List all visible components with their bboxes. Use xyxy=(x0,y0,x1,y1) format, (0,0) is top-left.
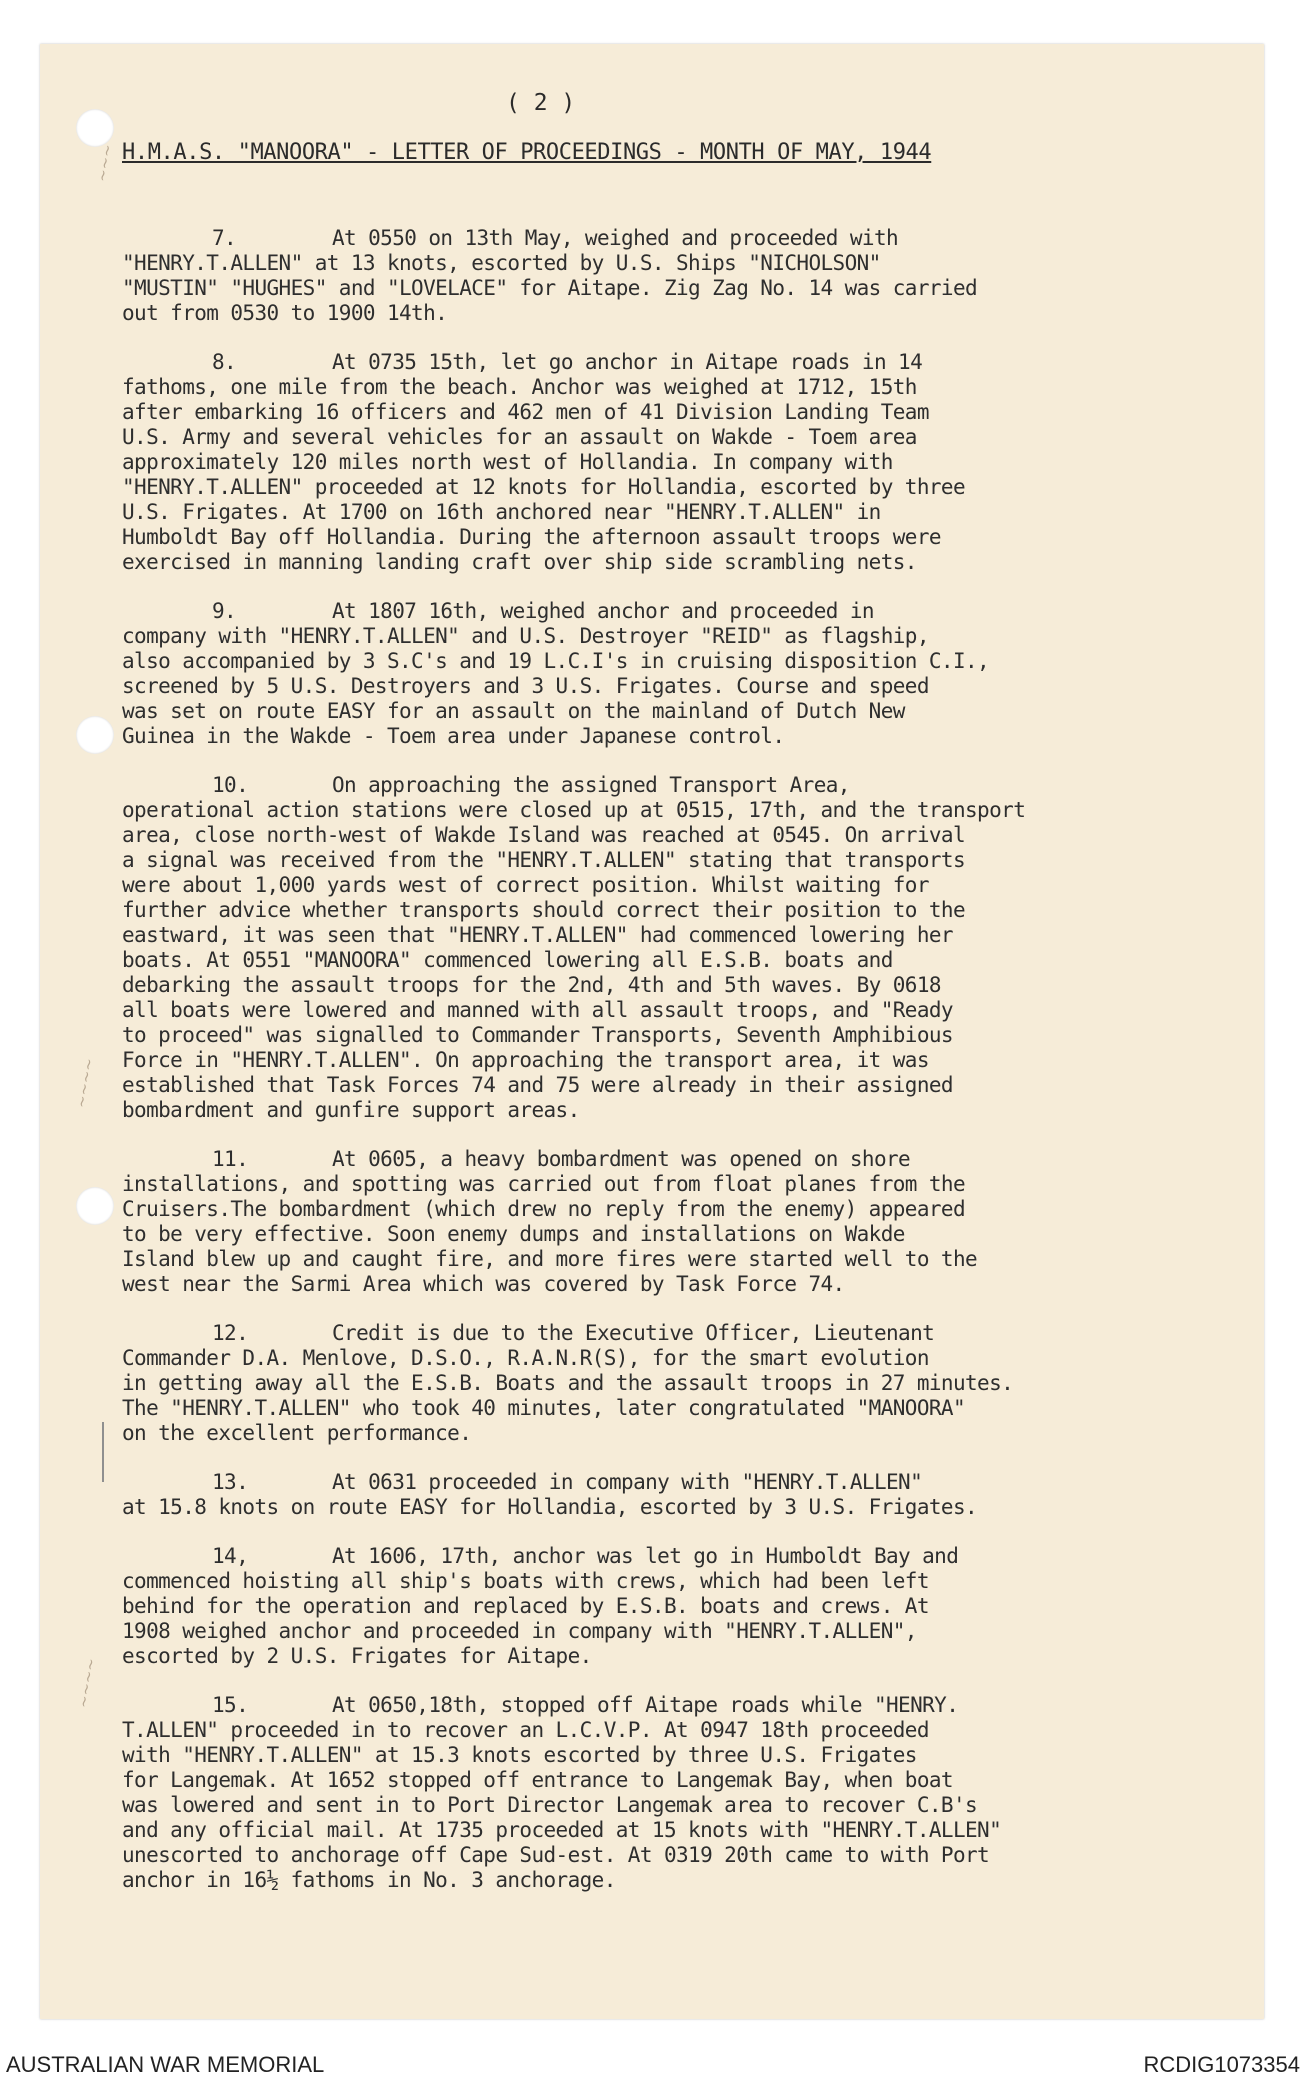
paragraph-number: 15. xyxy=(212,1693,249,1717)
paragraph xyxy=(122,599,1262,749)
paragraph-first-line xyxy=(122,1147,1262,1172)
pencil-annotation-middle: ~~~~ xyxy=(71,1056,99,1110)
paragraph-number: 7. xyxy=(212,226,237,250)
paragraph-first-line xyxy=(122,1544,1262,1569)
paragraph-line: company with "HENRY.T.ALLEN" and U.S. Destroyer "REID" as flagship, xyxy=(122,624,929,648)
paragraph-line-text: At 0735 15th, let go anchor in Aitape roads in 14 xyxy=(332,350,923,374)
paragraph xyxy=(122,1321,1262,1446)
paragraph-line-text: At 0550 on 13th May, weighed and proceeded with xyxy=(332,226,899,250)
paragraph-line: a signal was received from the "HENRY.T.ALLEN" stating that transports xyxy=(122,848,966,872)
paragraph xyxy=(122,350,1262,575)
paragraph-line: 1908 weighed anchor and proceeded in company with "HENRY.T.ALLEN", xyxy=(122,1619,917,1643)
paragraph-number: 8. xyxy=(212,350,237,374)
paragraph-line: was lowered and sent in to Port Director Langemak area to recover C.B's xyxy=(122,1793,978,1817)
paragraph-line: Commander D.A. Menlove, D.S.O., R.A.N.R(S), for the smart evolution xyxy=(122,1346,929,1370)
paragraph-line: U.S. Frigates. At 1700 on 16th anchored near "HENRY.T.ALLEN" in xyxy=(122,500,881,524)
paragraph-line: fathoms, one mile from the beach. Anchor was weighed at 1712, 15th xyxy=(122,375,917,399)
paragraph-line-text: At 1606, 17th, anchor was let go in Humboldt Bay and xyxy=(332,1544,959,1568)
paragraph-number: 9. xyxy=(212,599,237,623)
paragraph-line: T.ALLEN" proceeded in to recover an L.C.V.P. At 0947 18th proceeded xyxy=(122,1718,929,1742)
paragraph xyxy=(122,1544,1262,1669)
paragraph-number: 13. xyxy=(212,1470,249,1494)
pencil-annotation-lower: ~~~~ xyxy=(73,1656,101,1710)
paragraph-line: Guinea in the Wakde - Toem area under Japanese control. xyxy=(122,724,785,748)
paragraph-line: further advice whether transports should correct their position to the xyxy=(122,898,966,922)
footer-reference: RCDIG1073354 xyxy=(1143,2052,1300,2077)
paragraph xyxy=(122,1147,1262,1297)
paragraph-line: at 15.8 knots on route EASY for Hollandia, escorted by 3 U.S. Frigates. xyxy=(122,1495,978,1519)
paragraph-line: bombardment and gunfire support areas. xyxy=(122,1098,580,1122)
paragraph-first-line xyxy=(122,1693,1262,1718)
paragraph-line: established that Task Forces 74 and 75 were already in their assigned xyxy=(122,1073,953,1097)
paragraph-line: to proceed" was signalled to Commander Transports, Seventh Amphibious xyxy=(122,1023,953,1047)
page-number: ( 2 ) xyxy=(506,90,576,116)
document-heading: H.M.A.S. "MANOORA" - LETTER OF PROCEEDINGS - MONTH OF MAY, 1944 xyxy=(122,140,932,165)
paragraph-line: to be very effective. Soon enemy dumps and installations on Wakde xyxy=(122,1222,905,1246)
paragraph-line: Humboldt Bay off Hollandia. During the afternoon assault troops were xyxy=(122,525,941,549)
paragraph-number: 11. xyxy=(212,1147,249,1171)
punch-hole-bottom xyxy=(76,1187,114,1225)
paragraph-number: 12. xyxy=(212,1321,249,1345)
paragraph-line-text: Credit is due to the Executive Officer, Lieutenant xyxy=(332,1321,935,1345)
paragraph-line: Force in "HENRY.T.ALLEN". On approaching the transport area, it was xyxy=(122,1048,929,1072)
paragraph-first-line xyxy=(122,226,1262,251)
paragraph xyxy=(122,773,1262,1123)
paragraph-line: exercised in manning landing craft over ship side scrambling nets. xyxy=(122,550,917,574)
footer-source: AUSTRALIAN WAR MEMORIAL xyxy=(6,2052,325,2077)
paragraph-first-line xyxy=(122,1321,1262,1346)
paragraph xyxy=(122,1470,1262,1520)
paragraph-line: Island blew up and caught fire, and more fires were started well to the xyxy=(122,1247,978,1271)
paragraph-line: escorted by 2 U.S. Frigates for Aitape. xyxy=(122,1644,592,1668)
paragraph-line: eastward, it was seen that "HENRY.T.ALLEN" had commenced lowering her xyxy=(122,923,953,947)
paragraph-line: with "HENRY.T.ALLEN" at 15.3 knots escorted by three U.S. Frigates xyxy=(122,1743,917,1767)
paragraph-line: "HENRY.T.ALLEN" proceeded at 12 knots for Hollandia, escorted by three xyxy=(122,475,966,499)
paragraph xyxy=(122,1693,1262,1893)
paragraph-line-text: At 1807 16th, weighed anchor and proceeded in xyxy=(332,599,874,623)
paragraph-line: out from 0530 to 1900 14th. xyxy=(122,301,448,325)
paragraph-line: on the excellent performance. xyxy=(122,1421,472,1445)
paragraph-line: approximately 120 miles north west of Hollandia. In company with xyxy=(122,450,893,474)
paragraph-line-text: At 0605, a heavy bombardment was opened on shore xyxy=(332,1147,911,1171)
paragraph-line: after embarking 16 officers and 462 men of 41 Division Landing Team xyxy=(122,400,929,424)
paragraph-line: "MUSTIN" "HUGHES" and "LOVELACE" for Aitape. Zig Zag No. 14 was carried xyxy=(122,276,978,300)
paragraph-line: also accompanied by 3 S.C's and 19 L.C.I's in cruising disposition C.I., xyxy=(122,649,990,673)
paragraph-line-text: At 0631 proceeded in company with "HENRY.T.ALLEN" xyxy=(332,1470,923,1494)
paragraph-line: west near the Sarmi Area which was covered by Task Force 74. xyxy=(122,1272,845,1296)
paragraph-line: all boats were lowered and manned with all assault troops, and "Ready xyxy=(122,998,953,1022)
paragraph-line-text: On approaching the assigned Transport Area, xyxy=(332,773,850,797)
margin-line xyxy=(102,1422,104,1482)
paragraph-line: anchor in 16½ fathoms in No. 3 anchorage. xyxy=(122,1868,616,1892)
paragraph-line: for Langemak. At 1652 stopped off entrance to Langemak Bay, when boat xyxy=(122,1768,953,1792)
paragraph-first-line xyxy=(122,350,1262,375)
punch-hole-top xyxy=(76,109,114,147)
paragraph-line: operational action stations were closed up at 0515, 17th, and the transport xyxy=(122,798,1026,822)
paragraph-first-line xyxy=(122,1470,1262,1495)
paragraph-line: U.S. Army and several vehicles for an assault on Wakde - Toem area xyxy=(122,425,917,449)
paragraph-first-line xyxy=(122,773,1262,798)
paragraph-line: screened by 5 U.S. Destroyers and 3 U.S. Frigates. Course and speed xyxy=(122,674,929,698)
paragraph-line-text: At 0650,18th, stopped off Aitape roads while "HENRY. xyxy=(332,1693,959,1717)
paragraph-first-line xyxy=(122,599,1262,624)
pencil-annotation-top: ~~~ xyxy=(92,142,117,184)
document-body xyxy=(122,226,1262,1917)
paragraph-line: area, close north-west of Wakde Island was reached at 0545. On arrival xyxy=(122,823,966,847)
paragraph xyxy=(122,226,1262,326)
paragraph-line: "HENRY.T.ALLEN" at 13 knots, escorted by U.S. Ships "NICHOLSON" xyxy=(122,251,881,275)
paragraph-number: 10. xyxy=(212,773,249,797)
paragraph-line: were about 1,000 yards west of correct position. Whilst waiting for xyxy=(122,873,929,897)
paragraph-line: and any official mail. At 1735 proceeded at 15 knots with "HENRY.T.ALLEN" xyxy=(122,1818,1002,1842)
paragraph-line: behind for the operation and replaced by E.S.B. boats and crews. At xyxy=(122,1594,929,1618)
paragraph-number: 14, xyxy=(212,1544,249,1568)
paragraph-line: in getting away all the E.S.B. Boats and the assault troops in 27 minutes. xyxy=(122,1371,1014,1395)
punch-hole-middle xyxy=(76,716,114,754)
paragraph-line: was set on route EASY for an assault on the mainland of Dutch New xyxy=(122,699,905,723)
paragraph-line: debarking the assault troops for the 2nd, 4th and 5th waves. By 0618 xyxy=(122,973,941,997)
paragraph-line: unescorted to anchorage off Cape Sud-est. At 0319 20th came to with Port xyxy=(122,1843,990,1867)
paragraph-line: installations, and spotting was carried out from float planes from the xyxy=(122,1172,966,1196)
paragraph-line: boats. At 0551 "MANOORA" commenced lowering all E.S.B. boats and xyxy=(122,948,893,972)
paragraph-line: commenced hoisting all ship's boats with crews, which had been left xyxy=(122,1569,929,1593)
paragraph-line: Cruisers.The bombardment (which drew no reply from the enemy) appeared xyxy=(122,1197,966,1221)
paragraph-line: The "HENRY.T.ALLEN" who took 40 minutes, later congratulated "MANOORA" xyxy=(122,1396,966,1420)
